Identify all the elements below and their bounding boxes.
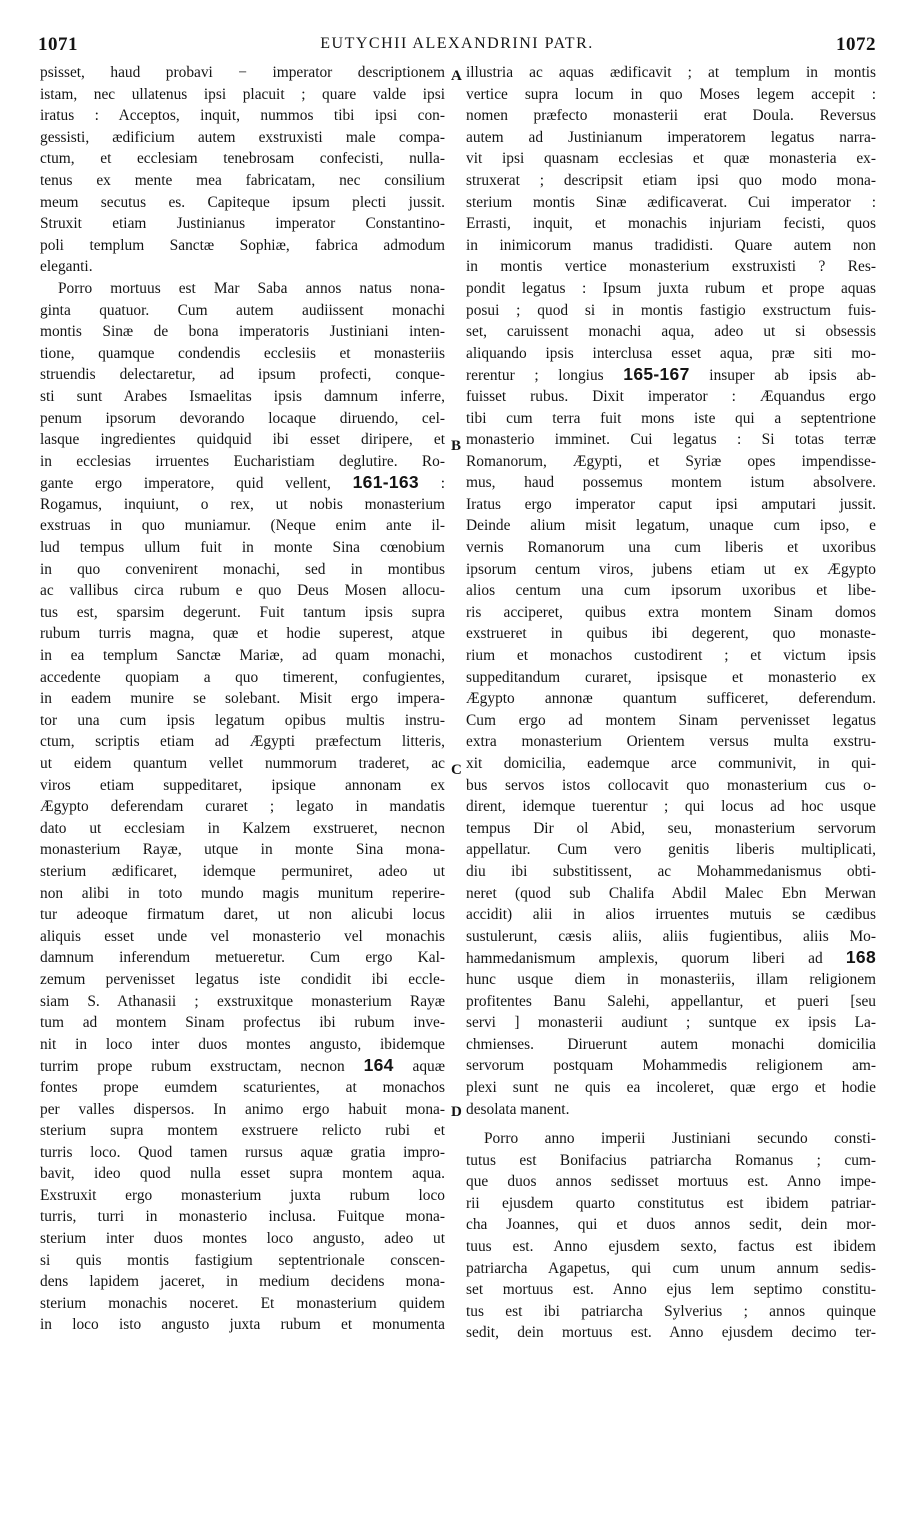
text-line: accedente quopiam a quo timerent, confugientes, [40,668,445,686]
page-reference: 168 [845,947,876,968]
text-line: siam S. Athanasii ; exstruxitque monasterium Rayæ [40,992,445,1010]
text-line: alios centum una cum ipsorum uxoribus et libe- [466,582,876,600]
text-line: servi ] monasterii audiunt ; suntque ex ipsis La- [466,1014,876,1032]
text-line: monasterio imminet. Cui legatus : Si totas terræ [466,431,876,449]
page-reference: 165-167 [623,364,690,385]
text-line: ginta quatuor. Cum autem audiissent monachi [40,301,445,319]
text-line: rium et monachos custodirent ; et victum ipsis [466,647,876,665]
text-line: ac vallibus circa rubum e quo Deus Mosen allocu- [40,582,445,600]
text-line: non alibi in toto mundo magis munitum reperire- [40,884,445,902]
text-line: que duos annos sedisset mortuus est. Anno impe- [466,1173,876,1191]
text-line: sterium supra montem exstruere relicto rubi et [40,1122,445,1140]
text-line: hunc usque diem in monasteriis, illam religionem [466,970,876,988]
text-line: vernis Romanorum una cum liberis et uxoribus [466,539,876,557]
text-line: autem ad Justinianum imperatorem legatus narra- [466,128,876,146]
text-segment: aquæ [412,1058,445,1076]
text-line: sustulerunt, cæsis aliis, aliis fugientibus, aliis Mo- [466,927,876,945]
right-page-number: 1072 [836,34,876,55]
text-line: aliquando ipsis interclusa esset aqua, præ siti mo- [466,344,876,362]
text-segment: hammedanismum amplexis, quorum liberi ad [466,950,823,968]
text-line: damnum inferendum metueretur. Cum ergo Kal- [40,949,445,967]
left-page-number: 1071 [38,34,78,55]
text-line: sti sunt Arabes Ismaelitas ipsis damnum inferre, [40,387,445,405]
text-line: in quo convenirent monachi, sed in montibus [40,560,445,578]
page-header [38,34,876,58]
text-segment: insuper ab ipsis ab- [709,367,876,385]
text-segment: turrim prope rubum exstructam, necnon [40,1058,345,1076]
text-line: sterium ædificaret, idemque permuniret, adeo ut [40,862,445,880]
text-line: posui ; quod si in montis fastigio exstructum fuis- [466,301,876,319]
text-line: Deinde alium misit legatum, unaque cum ipso, e [466,517,876,535]
text-line: Porro anno imperii Justiniani secundo consti- [484,1130,876,1148]
text-line: tione, quamque condendis ecclesiis et monasteriis [40,344,445,362]
text-line: montis Sinæ de bona imperatoris Justiniani inten- [40,323,445,341]
text-line: ctum, scriptis etiam ad Ægypti præfectum litteris, [40,733,445,751]
text-line: patriarcha Agapetus, qui cum unum annum sedis- [466,1259,876,1277]
right-column [466,62,876,1344]
text-line: suppeditandum curaret, ipsisque et monasterio ex [466,668,876,686]
text-line: neret (quod sub Chalifa Abdil Malec Ebn Merwan [466,884,876,902]
text-segment: gante ergo imperatore, quid vellent, [40,475,331,493]
text-line [466,947,876,969]
text-line: Rogamus, inquiunt, o rex, ut nobis monasterium [40,495,445,513]
text-line: tus est ibi patriarcha Sylverius ; annos quinque [466,1302,876,1320]
text-line: rii ejusdem quarto constitutus est ibidem patriar- [466,1194,876,1212]
text-line: si quis montis fastigium septentrionale conscen- [40,1251,445,1269]
text-line: monasterium Rayæ, utque in monte Sina mona- [40,841,445,859]
text-line: in inimicorum manus tradidisti. Quare autem non [466,236,876,254]
text-line: viros etiam suppeditaret, ipsique annonam ex [40,776,445,794]
text-line: Exstruxit ergo monasterium juxta rubum loco [40,1186,445,1204]
text-line: lasque ingredientes quidquid ibi esset diripere, et [40,431,445,449]
text-line: exstrueret in quibus ibi degerent, quo monaste- [466,625,876,643]
text-line: struendis delectaretur, ad ipsum profecti, conque- [40,366,445,384]
text-line: Cum ergo ad montem Sinam pervenisset legatus [466,711,876,729]
text-line: tuus est. Anno ejusdem sexto, factus est ibidem [466,1238,876,1256]
text-line: desolata manent. [466,1100,570,1118]
text-line: iratus : Acceptos, inquit, nummos tibi ipsi con- [40,107,445,125]
text-line: servorum postquam Mohammedis religionem am- [466,1057,876,1075]
text-line: sterium montis Sinæ ædificaverat. Cui imperator : [466,193,876,211]
text-line: in ecclesias irruentes Eucharistiam deglutire. Ro- [40,452,445,470]
left-column [40,62,445,1336]
text-line: Ægypto annonæ quantum sufficeret, deferendum. [466,690,876,708]
text-line: per valles dispersos. In animo ergo habuit mona- [40,1100,445,1118]
text-line: dens lapidem jaceret, in medium decidens mona- [40,1273,445,1291]
text-line: ut eidem quantum vellet nummorum traderet, ac [40,755,445,772]
text-line: eleganti. [40,258,93,276]
text-line: tenus ex mente mea fabricatam, nec consilium [40,171,445,189]
text-line: xit domicilia, eademque arce communivit, in qui- [466,755,876,772]
text-line: plexi sunt ne quis ea incoleret, quæ ergo et hodie [466,1078,876,1096]
text-line: poli templum Sanctæ Sophiæ, fabrica admodum [40,236,445,254]
text-line: Porro mortuus est Mar Saba annos natus nona- [58,279,445,297]
text-line: appellatur. Cum vero genitis liberis multiplicati, [466,841,876,859]
text-line: in eadem munire se solebant. Misit ergo impera- [40,690,445,708]
text-line: sterium inter duos montes loco angusto, adeo ut [40,1230,445,1248]
margin-letter-a: A [451,68,462,84]
text-line: psisset, haud probavi − imperator descriptionem [40,64,445,81]
text-line: gessisti, ædificium autem exstruxisti male compa- [40,128,445,146]
text-line: set mortuus est. Anno ejus lem septimo constitu- [466,1281,876,1299]
text-line: penum ipsorum devorando locaque diruendo, cel- [40,409,445,427]
text-line: Iratus ergo imperator caput ipsi amputari jussit. [466,495,876,513]
text-line: diu ibi substitissent, ac Mohammedanismus obti- [466,862,876,880]
text-line: extra monasterium Orientem versus multa exstru- [466,733,876,751]
text-line: sterium monachis noceret. Et monasterium quidem [40,1294,445,1312]
text-line: profitentes Banu Salehi, appellantur, et pueri [seu [466,992,876,1010]
text-line: tibi cum terra fuit mons iste qui a septentrione [466,409,876,427]
text-line: exstruas in quo muniamur. (Neque enim ante il- [40,517,445,535]
text-line: accidit) alii in alios irruentes mutuis se cædibus [466,906,876,924]
text-line [40,1055,445,1077]
text-line: ris acciperet, quibus extra montem Sinam domos [466,603,876,621]
text-line: Ægypto deferendam curaret ; legato in mandatis [40,798,445,816]
text-line: ctum, et ecclesiam tenebrosam confecisti, nulla- [40,150,445,168]
text-line: meum secutus es. Capiteque ipsum plecti jussit. [40,193,445,211]
text-line: chmienses. Diruerunt autem monachi domicilia [466,1035,876,1053]
text-line: turris loco. Quod tamen rursus aquæ gratia impro- [40,1143,445,1161]
text-line: Errasti, inquit, et monachis injuriam fecisti, quos [466,215,876,233]
text-line: mus, haud possemus montem istum absolvere. [466,474,876,492]
text-line: tum ad montem Sinam profectus ibi rubum inve- [40,1014,445,1032]
text-line: in ea templum Sanctæ Mariæ, ad quam monachi, [40,647,445,665]
text-line: Romanorum, Ægypti, et Syriæ opes impendisse- [466,452,876,470]
text-line: bus servos istos collocavit quo monasterium cus o- [466,776,876,794]
text-line: pondit legatus : Ipsum juxta rubum et prope aquas [466,279,876,297]
text-line: tor una cum ipsis legatum opibus multis instru- [40,711,445,729]
text-line: turris, turri in monasterio inclusa. Fuitque mona- [40,1208,445,1226]
text-line: nit in loco inter duos montes angusto, ibidemque [40,1035,445,1053]
text-line: aliquis esset unde vel monasterio vel monachis [40,927,445,945]
margin-letter-b: B [451,438,462,454]
text-line: vertice supra locum in quo Moses legem accepit : [466,85,876,103]
text-line: Struxit etiam Justinianus imperator Constantino- [40,215,445,233]
text-segment: : [440,475,445,493]
text-line: sedit, dein mortuus est. Anno ejusdem decimo ter- [466,1324,876,1342]
text-line: lud tempus ullum fuit in monte Sina cœnobium [40,539,445,557]
text-line: ipsorum centum viros, jubens etiam ut ex Ægypto [466,560,876,578]
text-line [40,472,445,494]
page-reference: 161-163 [352,472,419,493]
text-line: rubum turris magna, quæ et hodie superest, atque [40,625,445,643]
text-line: fuisset rubus. Dixit imperator : Æquandus ergo [466,387,876,405]
text-line: istam, nec ullatenus ipsi placuit ; quare valde ipsi [40,85,445,103]
text-line: vit ipsi quasnam ecclesias et quæ monasteria ex- [466,150,876,168]
text-line: dato ut ecclesiam in Kalzem exstrueret, necnon [40,819,445,837]
text-line: struxerat ; descripsit etiam ipsi quo modo mona- [466,171,876,189]
text-line: in montis vertice monasterium exstruxisti ? Res- [466,258,876,276]
margin-letter-d: D [451,1104,462,1120]
text-line [466,364,876,386]
running-title: EUTYCHII ALEXANDRINI PATR. [320,35,594,52]
text-line: zemum pervenisset legatus iste condidit ibi eccle- [40,970,445,988]
margin-letter-c: C [451,762,462,778]
text-line: tempus Dir ol Abid, seu, monasterium servorum [466,819,876,837]
text-line: set, caruissent monachi aqua, adeo ut si obsessis [466,323,876,341]
text-line: cha Joannes, qui et duos annos sedit, dein mor- [466,1216,876,1234]
text-line: nomen præfecto monasterii erat Doula. Reversus [466,107,876,125]
text-line: in loco isto angusto juxta rubum et monumenta [40,1316,445,1334]
text-line: tur adeoque firmatum daret, ut non alicubi locus [40,906,445,924]
text-line: fontes prope eumdem scaturientes, at monachos [40,1078,445,1096]
text-line: bavit, ideo quod nulla esset supra montem aqua. [40,1165,445,1183]
text-line: tus est, sparsim degerunt. Fuit tantum ipsis supra [40,603,445,621]
text-line: tutus est Bonifacius patriarcha Romanus ; cum- [466,1151,876,1169]
page-reference: 164 [363,1055,394,1076]
text-line: dirent, idemque tuerentur ; qui locus ad hoc usque [466,798,876,816]
text-segment: rerentur ; longius [466,367,604,385]
text-line: illustria ac aquas ædificavit ; at templum in montis [466,64,876,81]
